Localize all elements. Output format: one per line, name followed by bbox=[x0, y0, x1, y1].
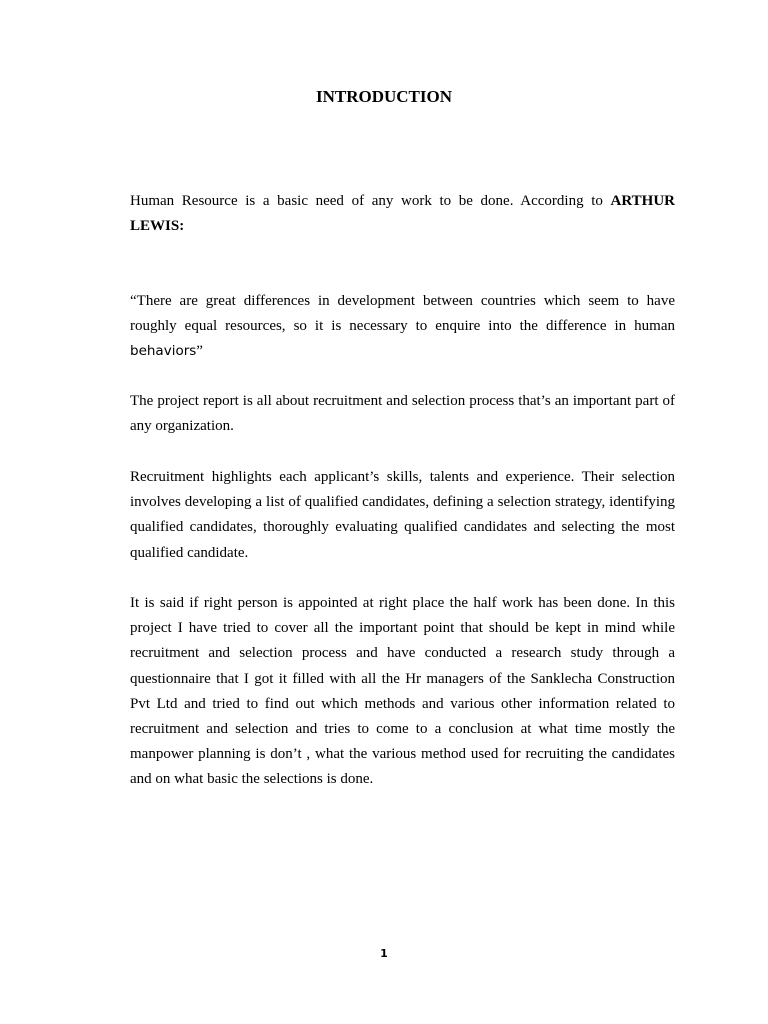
quote-close: ” bbox=[196, 343, 203, 360]
quote-paragraph bbox=[130, 289, 675, 365]
intro-paragraph bbox=[130, 189, 675, 239]
quote-tail: behaviors bbox=[130, 343, 197, 360]
author-name: ARTHUR LEWIS: bbox=[130, 193, 675, 235]
project-paragraph: The project report is all about recruitment and selection process that’s an important part of any organization. bbox=[130, 393, 675, 435]
intro-text: Human Resource is a basic need of any work to be done. According to bbox=[130, 193, 611, 209]
page-number: 1 bbox=[380, 947, 388, 960]
page-title: INTRODUCTION bbox=[315, 87, 453, 106]
recruitment-paragraph: Recruitment highlights each applicant’s skills, talents and experience. Their selection involves developing a list of qualified candidates, defining a selection strategy, identifying qualified candidates, thoroughly evaluating qualified candidates and selecting the most qualified candidate. bbox=[130, 469, 675, 561]
quote-text: “There are great differences in development between countries which seem to have roughly equal resources, so it is necessary to enquire into the difference in human bbox=[130, 293, 675, 335]
research-paragraph: It is said if right person is appointed at right place the half work has been done. In this project I have tried to cover all the important point that should be kept in mind while recruitment and selection process and have conducted a research study through a questionnaire that I got it filled with all the Hr managers of the Sanklecha Construction Pvt Ltd and tried to find out which methods and various other information related to recruitment and selection and tries to come to a conclusion at what time mostly the manpower planning is don’t , what the various method used for recruiting the candidates and on what basic the selections is done. bbox=[130, 595, 675, 788]
